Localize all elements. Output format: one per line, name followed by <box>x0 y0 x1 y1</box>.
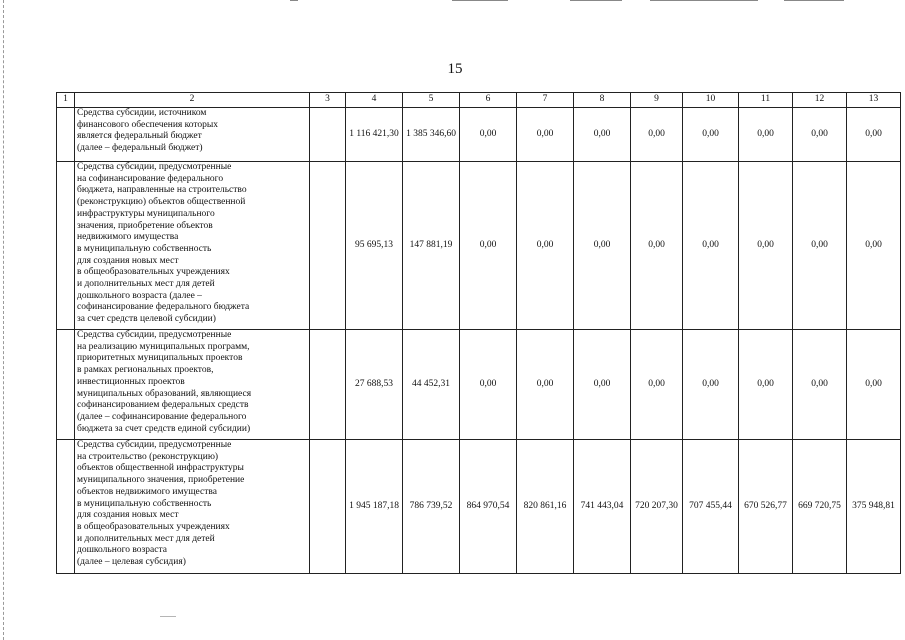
value-cell: 0,00 <box>739 108 793 162</box>
value-cell: 0,00 <box>683 330 739 440</box>
value-cell: 1 945 187,18 <box>346 440 403 574</box>
value-cell: 0,00 <box>631 108 683 162</box>
value-cell: 0,00 <box>517 108 574 162</box>
table-row <box>57 330 901 440</box>
value-cell: 0,00 <box>793 162 847 330</box>
value-cell: 0,00 <box>847 108 901 162</box>
scan-mark <box>160 616 176 617</box>
value-cell: 1 385 346,60 <box>403 108 460 162</box>
edge-stroke <box>784 0 844 1</box>
value-cell: 375 948,81 <box>847 440 901 574</box>
page-number: 15 <box>447 61 463 77</box>
value-cell: 1 116 421,30 <box>346 108 403 162</box>
value-cell: 0,00 <box>793 108 847 162</box>
table-row <box>57 440 901 574</box>
row-number-cell <box>57 330 75 440</box>
table-row <box>57 162 901 330</box>
edge-stroke <box>650 0 758 1</box>
value-cell: 0,00 <box>460 108 517 162</box>
column-header-13: 13 <box>847 93 901 108</box>
value-cell: 670 526,77 <box>739 440 793 574</box>
row-description: Средства субсидии, предусмотренные на реализацию муниципальных программ, приоритетных муниципальных проектов в рамках региональных проектов, инвестиционных проектов муниципальных образований, являющиеся софинансированием федеральных средств (далее – софинансирование федерального бюджета за счет средств единой субсидии) <box>75 330 310 440</box>
column-header-9: 9 <box>631 93 683 108</box>
column-header-6: 6 <box>460 93 517 108</box>
value-cell: 0,00 <box>739 162 793 330</box>
column-3-cell <box>310 162 346 330</box>
value-cell: 27 688,53 <box>346 330 403 440</box>
edge-stroke <box>452 0 508 1</box>
value-cell: 95 695,13 <box>346 162 403 330</box>
value-cell: 0,00 <box>847 330 901 440</box>
value-cell: 0,00 <box>460 330 517 440</box>
value-cell: 669 720,75 <box>793 440 847 574</box>
value-cell: 0,00 <box>574 162 631 330</box>
value-cell: 707 455,44 <box>683 440 739 574</box>
row-number-cell <box>57 108 75 162</box>
column-header-11: 11 <box>739 93 793 108</box>
value-cell: 0,00 <box>683 162 739 330</box>
column-header-1: 1 <box>57 93 75 108</box>
left-margin-line <box>3 0 4 640</box>
value-cell: 0,00 <box>517 330 574 440</box>
column-header-7: 7 <box>517 93 574 108</box>
value-cell: 864 970,54 <box>460 440 517 574</box>
row-description: Средства субсидии, предусмотренные на строительство (реконструкцию) объектов общественной инфраструктуры муниципального значения, приобретение объектов недвижимого имущества в муниципальную собственность для создания новых мест в общеобразовательных учреждениях и дополнительных мест для детей дошкольного возраста (далее – целевая субсидия) <box>75 440 310 574</box>
column-header-8: 8 <box>574 93 631 108</box>
row-description: Средства субсидии, предусмотренные на софинансирование федерального бюджета, направленные на строительство (реконструкцию) объектов общественной инфраструктуры муниципального значения, приобретение объектов недвижимого имущества в муниципальную собственность для создания новых мест в общеобразовательных учреждениях и дополнительных мест для детей дошкольного возраста (далее – софинансирование федерального бюджета за счет средств целевой субсидии) <box>75 162 310 330</box>
value-cell: 44 452,31 <box>403 330 460 440</box>
value-cell: 786 739,52 <box>403 440 460 574</box>
value-cell: 720 207,30 <box>631 440 683 574</box>
value-cell: 820 861,16 <box>517 440 574 574</box>
value-cell: 0,00 <box>631 330 683 440</box>
value-cell: 147 881,19 <box>403 162 460 330</box>
value-cell: 0,00 <box>793 330 847 440</box>
edge-stroke <box>290 0 298 1</box>
value-cell: 0,00 <box>631 162 683 330</box>
row-number-cell <box>57 440 75 574</box>
value-cell: 741 443,04 <box>574 440 631 574</box>
value-cell: 0,00 <box>847 162 901 330</box>
column-number-row <box>57 93 901 108</box>
column-header-3: 3 <box>310 93 346 108</box>
value-cell: 0,00 <box>574 108 631 162</box>
subsidy-table <box>56 92 901 574</box>
column-header-10: 10 <box>683 93 739 108</box>
edge-stroke <box>570 0 622 1</box>
row-number-cell <box>57 162 75 330</box>
value-cell: 0,00 <box>460 162 517 330</box>
column-3-cell <box>310 440 346 574</box>
column-header-4: 4 <box>346 93 403 108</box>
column-3-cell <box>310 330 346 440</box>
column-header-2: 2 <box>75 93 310 108</box>
value-cell: 0,00 <box>517 162 574 330</box>
column-3-cell <box>310 108 346 162</box>
value-cell: 0,00 <box>683 108 739 162</box>
value-cell: 0,00 <box>574 330 631 440</box>
table-row <box>57 108 901 162</box>
column-header-5: 5 <box>403 93 460 108</box>
value-cell: 0,00 <box>739 330 793 440</box>
column-header-12: 12 <box>793 93 847 108</box>
row-description: Средства субсидии, источником финансового обеспечения которых является федеральный бюджет (далее – федеральный бюджет) <box>75 108 310 162</box>
